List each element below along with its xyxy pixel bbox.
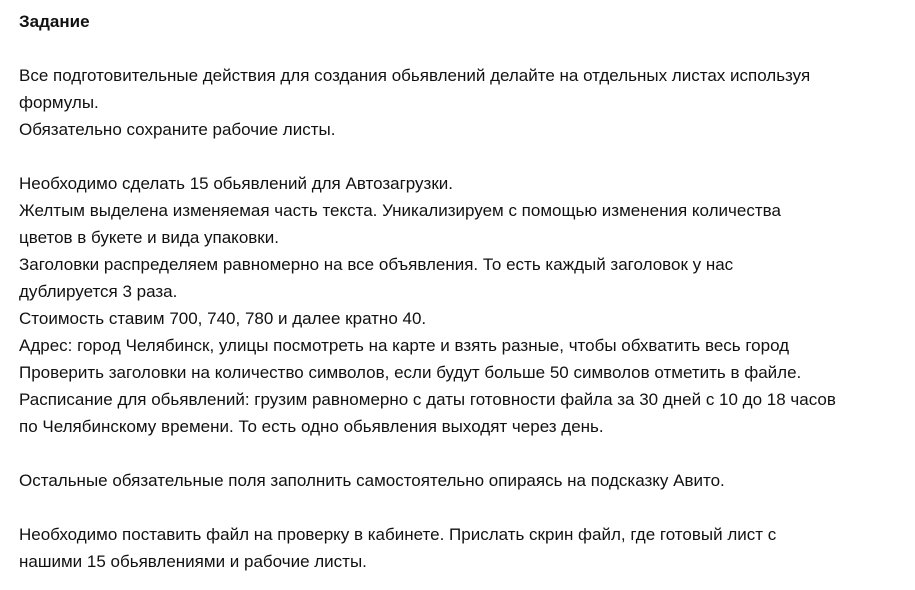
text-line: дублируется 3 раза. xyxy=(19,282,178,301)
text-line: Стоимость ставим 700, 740, 780 и далее кратно 40. xyxy=(19,309,427,328)
paragraph-submission xyxy=(19,521,880,575)
text-line: Обязательно сохраните рабочие листы. xyxy=(19,120,336,139)
paragraph-requirements xyxy=(19,170,880,440)
text-line: Желтым выделена изменяемая часть текста. Уникализируем с помощью изменения количества xyxy=(19,201,781,220)
text-line: нашими 15 обьявлениями и рабочие листы. xyxy=(19,552,367,571)
text-line: Необходимо поставить файл на проверку в кабинете. Прислать скрин файл, где готовый лист с xyxy=(19,525,777,544)
text-line: цветов в букете и вида упаковки. xyxy=(19,228,279,247)
text-line: Необходимо сделать 15 обьявлений для Автозагрузки. xyxy=(19,174,453,193)
text-line: формулы. xyxy=(19,93,99,112)
text-line: Все подготовительные действия для создания обьявлений делайте на отдельных листах используя xyxy=(19,66,811,85)
text-line: Расписание для обьявлений: грузим равномерно с даты готовности файла за 30 дней с 10 до 18 часов xyxy=(19,390,836,409)
text-line: по Челябинскому времени. То есть одно обьявления выходят через день. xyxy=(19,417,604,436)
text-line: Проверить заголовки на количество символов, если будут больше 50 символов отметить в файле. xyxy=(19,363,802,382)
paragraph-other-fields xyxy=(19,467,880,494)
text-line: Остальные обязательные поля заполнить самостоятельно опираясь на подсказку Авито. xyxy=(19,471,725,490)
document-title: Задание xyxy=(19,12,90,31)
text-line: Адрес: город Челябинск, улицы посмотреть на карте и взять разные, чтобы обхватить весь город xyxy=(19,336,790,355)
text-line: Заголовки распределяем равномерно на все объявления. То есть каждый заголовок у нас xyxy=(19,255,734,274)
paragraph-preparation xyxy=(19,62,880,143)
